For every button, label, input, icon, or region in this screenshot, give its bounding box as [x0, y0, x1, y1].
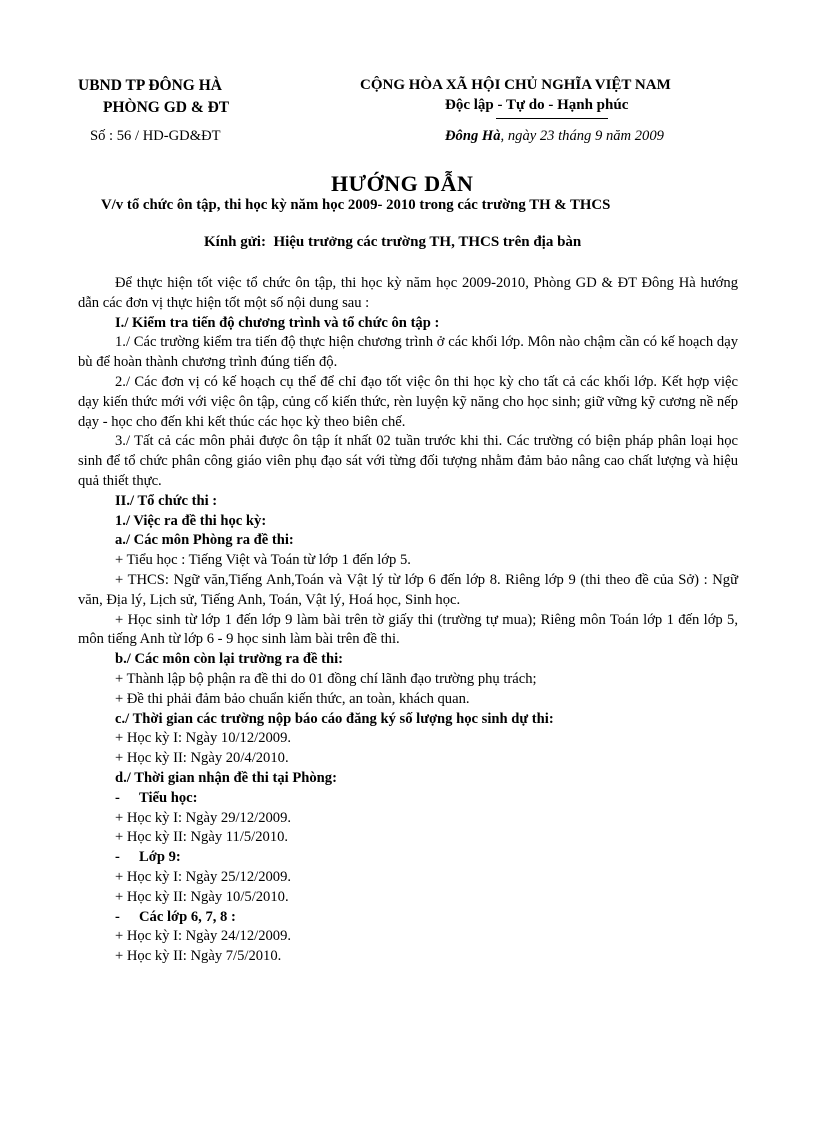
item-b-line-2: + Đề thi phải đảm bảo chuẩn kiến thức, an toàn, khách quan.	[115, 690, 470, 707]
motto-underline	[496, 118, 608, 119]
document-body	[78, 274, 738, 967]
group-grade678-line-2: + Học kỳ II: Ngày 7/5/2010.	[115, 948, 282, 965]
item-a-line-3: + Học sinh từ lớp 1 đến lớp 9 làm bài trên tờ giấy thi (trường tự mua); Riêng môn Toán lớp 1 đến lớp 5, môn tiếng Anh từ lớp 6 - 9 học sinh làm bài trên đề thi.	[78, 611, 738, 648]
section-1-paragraph-1: 1./ Các trường kiểm tra tiến độ thực hiện chương trình ở các khối lớp. Môn nào chậm cần có kế hoạch dạy bù để hoàn thành chương trình đúng tiến độ.	[78, 334, 738, 371]
document-title: HƯỚNG DẪN	[331, 171, 474, 196]
group-grade9-heading: - Lớp 9:	[115, 849, 181, 866]
section-1-heading: I./ Kiểm tra tiến độ chương trình và tổ chức ôn tập :	[115, 314, 440, 331]
section-1-paragraph-3: 3./ Tất cả các môn phải được ôn tập ít nhất 02 tuần trước khi thi. Các trường có biện pháp phân loại học sinh để tổ chức phân công giáo viên phụ đạo sát với từng đối tượng nhằm đảm bảo nâng cao chất lượng và hiệu quả thiết thực.	[78, 433, 738, 489]
item-a-line-2: + THCS: Ngữ văn,Tiếng Anh,Toán và Vật lý từ lớp 6 đến lớp 8. Riêng lớp 9 (thi theo đề của Sở) : Ngữ văn, Địa lý, Lịch sử, Tiếng Anh, Toán, Vật lý, Hoá học, Sinh học.	[78, 571, 738, 608]
section-1-paragraph-2: 2./ Các đơn vị có kế hoạch cụ thể để chỉ đạo tốt việc ôn thi học kỳ cho tất cả các khối lớp. Kết hợp việc dạy kiến thức mới với việc ôn tập, củng cố kiến thức, rèn luyện kỹ năng cho học sinh; giữ vững kỹ cương nề nếp dạy - học cho đến khi kết thúc các học kỳ theo biên chế.	[78, 373, 738, 430]
org-line-1: UBND TP ĐÔNG HÀ	[78, 77, 222, 94]
group-primary-heading: - Tiểu học:	[115, 789, 198, 806]
place-name: Đông Hà	[445, 128, 501, 144]
group-grade678-heading: - Các lớp 6, 7, 8 :	[115, 908, 236, 925]
group-primary-line-1: + Học kỳ I: Ngày 29/12/2009.	[115, 809, 292, 826]
nation-motto: Độc lập - Tự do - Hạnh phúc	[445, 97, 629, 113]
document-subtitle: V/v tổ chức ôn tập, thi học kỳ năm học 2009- 2010 trong các trường TH & THCS	[101, 197, 611, 213]
item-c-line-2: + Học kỳ II: Ngày 20/4/2010.	[115, 750, 289, 767]
nation-title: CỘNG HÒA XÃ HỘI CHỦ NGHĨA VIỆT NAM	[360, 77, 671, 93]
item-b-line-1: + Thành lập bộ phận ra đề thi do 01 đồng chí lãnh đạo trường phụ trách;	[115, 670, 537, 687]
recipient-label: Kính gửi:	[204, 234, 266, 250]
subsection-1-heading: 1./ Việc ra đề thi học kỳ:	[115, 512, 267, 529]
item-a-line-1: + Tiểu học : Tiếng Việt và Toán từ lớp 1 đến lớp 5.	[115, 552, 411, 569]
group-grade678-line-1: + Học kỳ I: Ngày 24/12/2009.	[115, 928, 292, 945]
document-number: Số : 56 / HD-GD&ĐT	[90, 128, 221, 144]
group-grade9-line-2: + Học kỳ II: Ngày 10/5/2010.	[115, 888, 289, 905]
item-a-heading: a./ Các môn Phòng ra đề thi:	[115, 532, 294, 549]
recipient-line	[204, 234, 581, 251]
item-c-heading: c./ Thời gian các trường nộp báo cáo đăng ký số lượng học sinh dự thi:	[115, 710, 554, 727]
item-b-heading: b./ Các môn còn lại trường ra đề thi:	[115, 651, 344, 668]
org-line-2: PHÒNG GD & ĐT	[103, 99, 230, 116]
item-c-line-1: + Học kỳ I: Ngày 10/12/2009.	[115, 730, 292, 747]
group-grade9-line-1: + Học kỳ I: Ngày 25/12/2009.	[115, 868, 292, 885]
date-text: , ngày 23 tháng 9 năm 2009	[500, 128, 664, 144]
item-d-heading: d./ Thời gian nhận đề thi tại Phòng:	[115, 769, 337, 786]
intro-paragraph: Để thực hiện tốt việc tổ chức ôn tập, thi học kỳ năm học 2009-2010, Phòng GD & ĐT Đông Hà hướng dẫn các đơn vị thực hiện tốt một số nội dung sau :	[78, 275, 738, 311]
section-2-heading: II./ Tổ chức thi :	[115, 492, 218, 509]
recipient-name: Hiệu trưởng các trường TH, THCS trên địa bàn	[273, 234, 582, 250]
group-primary-line-2: + Học kỳ II: Ngày 11/5/2010.	[115, 829, 289, 846]
date-line	[445, 128, 664, 145]
